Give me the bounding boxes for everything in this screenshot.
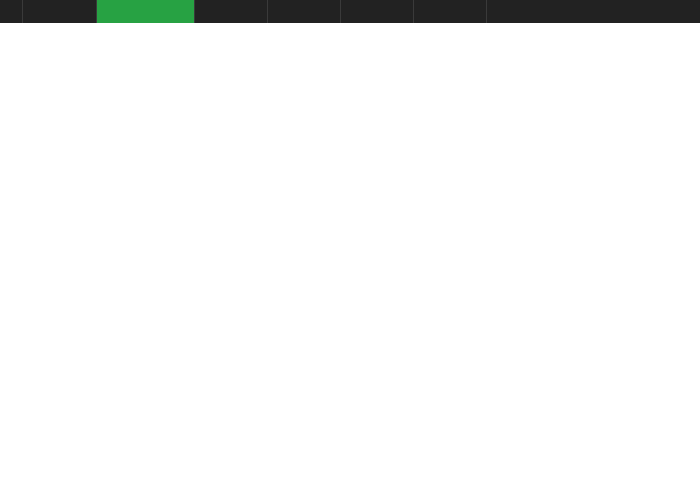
tab-bar-empty-space bbox=[487, 0, 700, 23]
tab-ledger-2[interactable] bbox=[341, 0, 414, 23]
tab-sales-journal[interactable] bbox=[23, 0, 97, 23]
sheet-tab-bar bbox=[0, 0, 700, 23]
spreadsheet-area[interactable] bbox=[0, 23, 700, 479]
spreadsheet-grid bbox=[0, 23, 700, 479]
add-sheet-button[interactable] bbox=[0, 0, 23, 23]
tab-cash-receipts-journal[interactable] bbox=[97, 0, 195, 23]
tab-ledger[interactable] bbox=[268, 0, 341, 23]
tab-gen-journal[interactable] bbox=[195, 0, 268, 23]
tab-ledger-3[interactable] bbox=[414, 0, 487, 23]
